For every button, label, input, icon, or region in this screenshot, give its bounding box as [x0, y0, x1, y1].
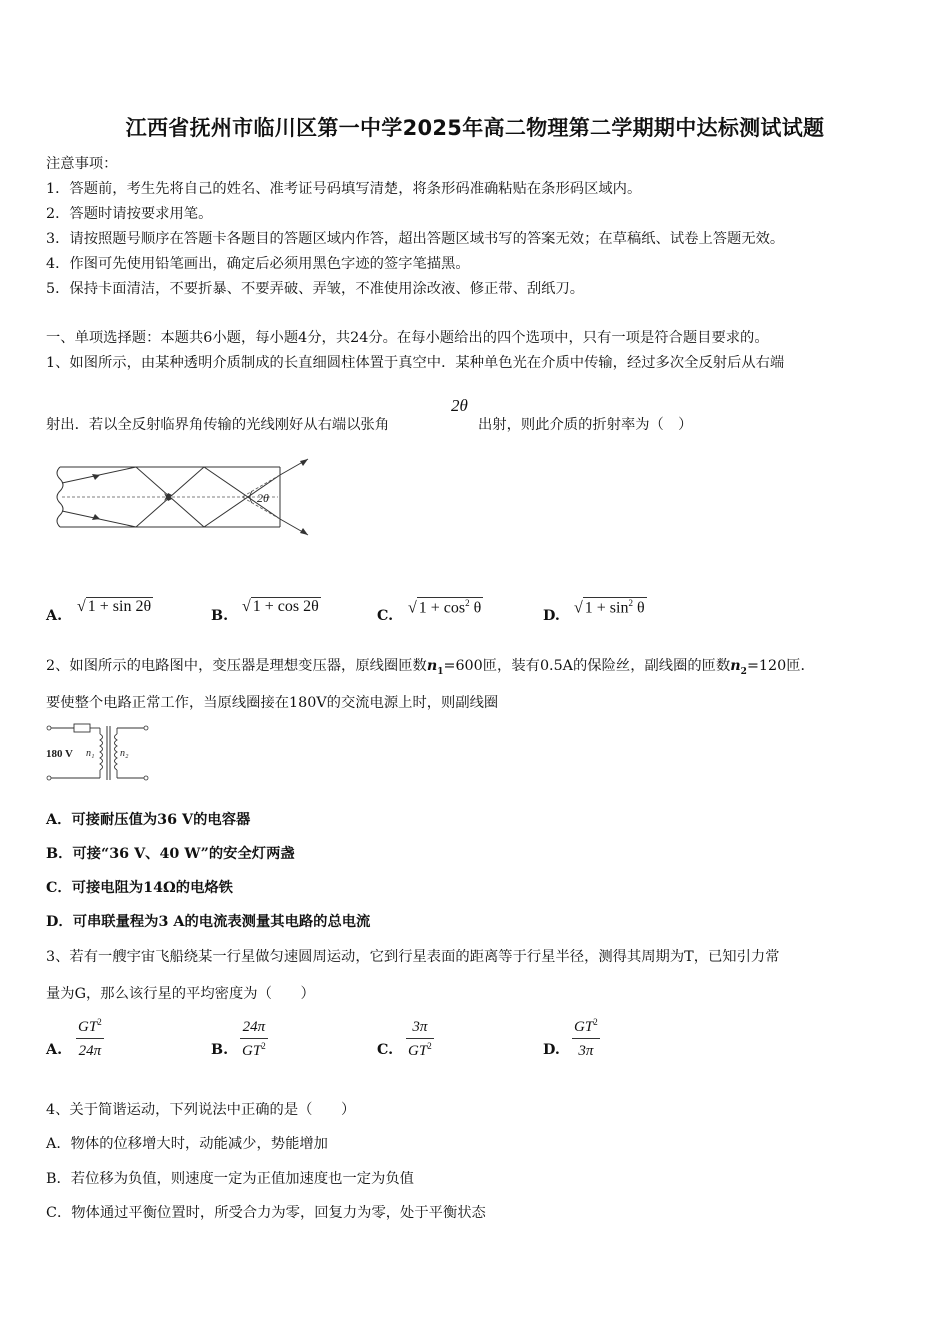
- notice-item: 5．保持卡面清洁，不要折暴、不要弄破、弄皱，不准使用涂改液、修正带、刮纸刀。: [46, 281, 585, 297]
- q4-option-c: C．物体通过平衡位置时，所受合力为零，回复力为零，处于平衡状态: [46, 1205, 486, 1221]
- q3-option-c-den: GT: [408, 1043, 428, 1059]
- q1-option-a-radicand: 1 + sin 2θ: [87, 598, 152, 615]
- notice-heading: 注意事项：: [46, 156, 118, 172]
- q2-option-b: B．可接“36 V、40 W”的安全灯两盏: [46, 846, 295, 862]
- q3-option-b-den: GT: [242, 1043, 262, 1059]
- q1-option-c-var: θ: [469, 599, 482, 617]
- q3-option-b-den-sup: 2: [261, 1041, 266, 1051]
- q2-stem-line2: 要使整个电路正常工作，当原线圈接在180V的交流电源上时，则副线圈: [46, 695, 499, 711]
- q3-option-letter: C.: [377, 1042, 394, 1058]
- q1-option-d-radicand: 1 + sin: [584, 599, 629, 617]
- notice-item: 1．答题前，考生先将自己的姓名、准考证号码填写清楚，将条形码准确粘贴在条形码区域内。: [46, 181, 642, 197]
- q1-option-c: √ $1 + \cos^2 \theta$: [408, 598, 482, 617]
- transformer-figure: [44, 720, 152, 784]
- q3-option-b: [240, 1017, 268, 1060]
- notice-item: 3．请按照题号顺序在答题卡各题目的答题区域内作答，超出答题区域书写的答案无效；在草稿纸、试卷上答题无效。: [46, 231, 785, 247]
- q3-option-a-num: GT: [78, 1019, 98, 1035]
- q2-option-c: C．可接电阻为14Ω的电烙铁: [46, 880, 233, 896]
- q2-stem-part: =600匝，装有0.5A的保险丝，副线圈的匝数: [443, 658, 731, 674]
- q3-option-a: [76, 1017, 104, 1060]
- q3-option-b-num: 24π: [242, 1019, 266, 1035]
- notice-item: 2．答题时请按要求用笔。: [46, 206, 213, 222]
- q3-option-a-num-sup: 2: [97, 1017, 102, 1027]
- q2-stem-line1: [46, 655, 815, 677]
- q3-option-letter: D.: [543, 1042, 560, 1058]
- q2-n2-sub: 2: [740, 666, 747, 677]
- q1-option-d: √ $1 + \sin^2 \theta$: [574, 598, 645, 617]
- q3-option-c-num: 3π: [412, 1019, 428, 1035]
- q1-option-b: √ 1 + cos 2θ: [242, 598, 319, 615]
- q4-option-b: B．若位移为负值，则速度一定为正值加速度也一定为负值: [46, 1171, 414, 1187]
- q3-stem-line1: 3、若有一艘宇宙飞船绕某一行星做匀速圆周运动，它到行星表面的距离等于行星半径，测得其周期为T，已知引力常: [46, 949, 780, 965]
- q2-n1: n: [426, 658, 438, 674]
- q2-option-a: A．可接耐压值为36 V的电容器: [46, 812, 251, 828]
- figure-n1-label: n₁: [86, 748, 95, 759]
- q3-option-letter: A.: [46, 1042, 63, 1058]
- q1-option-c-power: 2: [465, 598, 470, 608]
- q1-stem-line1: 1、如图所示，由某种透明介质制成的长直细圆柱体置于真空中．某种单色光在介质中传输，经过多次全反射后从右端: [46, 355, 785, 371]
- q1-stem-line2a: 射出．若以全反射临界角传输的光线刚好从右端以张角: [46, 417, 390, 433]
- q3-option-d-den: 3π: [578, 1043, 594, 1059]
- q2-stem-part: =120匝．: [746, 658, 815, 674]
- q2-option-d: D．可串联量程为3 A的电流表测量其电路的总电流: [46, 914, 371, 930]
- q1-option-c-radicand: 1 + cos: [418, 599, 466, 617]
- q1-option-d-power: 2: [628, 598, 633, 608]
- fuse-icon: [74, 724, 90, 732]
- q1-option-d-var: θ: [632, 599, 645, 617]
- q3-option-d-num: GT: [574, 1019, 594, 1035]
- q3-option-d-num-sup: 2: [593, 1017, 598, 1027]
- q1-stem-line2b: 出射，则此介质的折射率为（ ）: [478, 417, 693, 433]
- light-guide-figure: [52, 455, 314, 537]
- page-title: 江西省抚州市临川区第一中学2025年高二物理第二学期期中达标测试试题: [125, 116, 825, 140]
- figure-n2-label: n₂: [120, 748, 129, 759]
- q3-option-c-den-sup: 2: [427, 1041, 432, 1051]
- q1-option-letter: B.: [211, 608, 229, 624]
- q4-option-a: A．物体的位移增大时，动能减少，势能增加: [46, 1136, 328, 1152]
- notice-item: 4．作图可先使用铅笔画出，确定后必须用黑色字迹的签字笔描黑。: [46, 256, 470, 272]
- q1-option-letter: D.: [543, 608, 560, 624]
- q3-stem-line2: 量为G，那么该行星的平均密度为（ ）: [46, 986, 315, 1002]
- q1-angle: 2θ: [451, 396, 468, 415]
- figure-voltage-label: 180 V: [46, 748, 73, 760]
- q3-option-c: [406, 1017, 434, 1060]
- q4-stem: 4、关于简谐运动，下列说法中正确的是（ ）: [46, 1102, 356, 1118]
- q1-option-letter: A.: [46, 608, 63, 624]
- q1-option-a: √ 1 + sin 2θ: [77, 598, 152, 615]
- q2-n2: n: [730, 658, 741, 674]
- q2-stem-part: 2、如图所示的电路图中，变压器是理想变压器，原线圈匝数: [46, 658, 427, 674]
- q3-option-d: [572, 1017, 600, 1060]
- q1-option-b-radicand: 1 + cos 2θ: [252, 598, 319, 615]
- q2-n1-sub: 1: [437, 666, 444, 677]
- section-heading: 一、单项选择题：本题共6小题，每小题4分，共24分。在每小题给出的四个选项中，只有一项是符合题目要求的。: [46, 330, 769, 346]
- q1-option-letter: C.: [377, 608, 394, 624]
- figure-angle-label: 2θ: [257, 491, 269, 505]
- q3-option-letter: B.: [211, 1042, 229, 1058]
- q3-option-a-den: 24π: [78, 1043, 102, 1059]
